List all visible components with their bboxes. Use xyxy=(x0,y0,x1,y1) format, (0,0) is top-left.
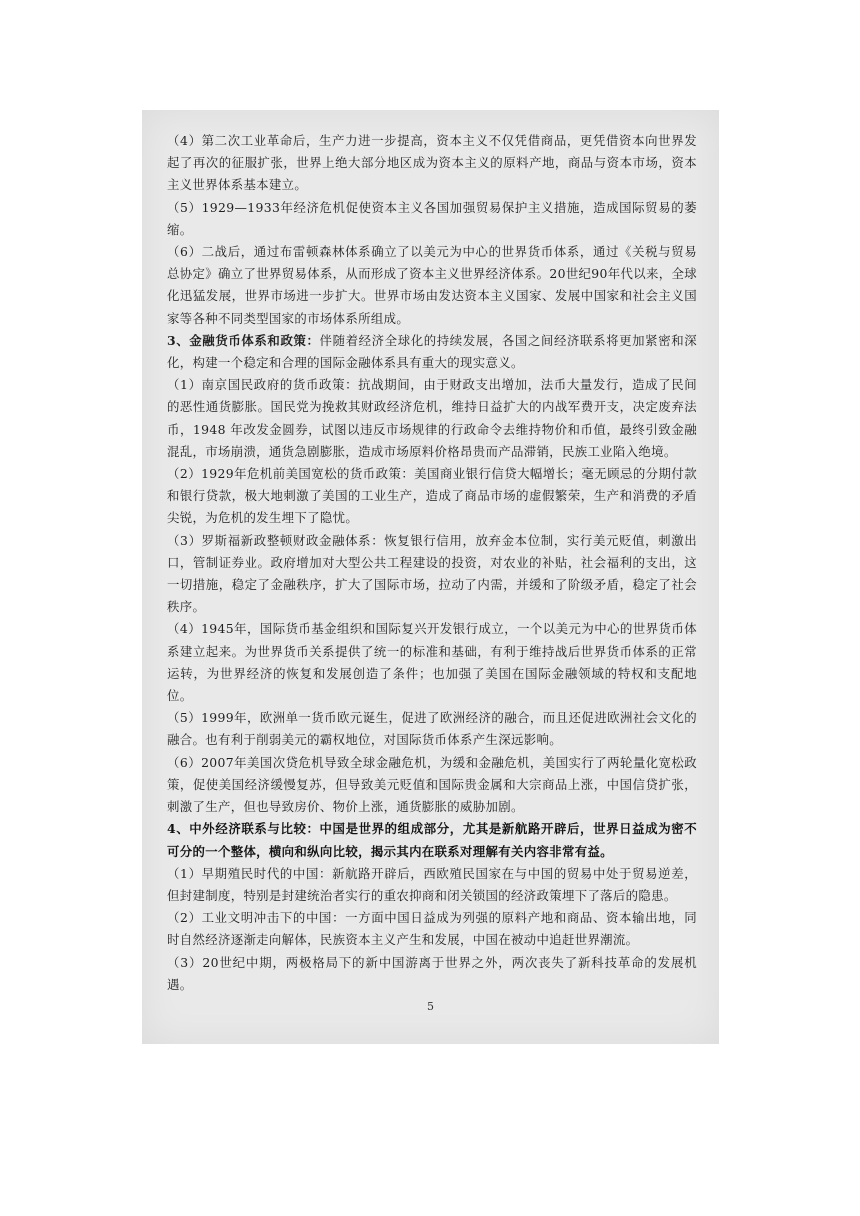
paragraph: （3）20世纪中期，两极格局下的新中国游离于世界之外，两次丧失了新科技革命的发展机遇。 xyxy=(167,954,697,992)
paragraph: （6）2007年美国次贷危机导致全球金融危机，为缓和金融危机，美国实行了两轮量化宽松政策，促使美国经济缓慢复苏，但导致美元贬值和国际贵金属和大宗商品上涨，中国信贷扩张，刺激了生产，但也导致房价、物价上涨，通货膨胀的威胁加剧。 xyxy=(167,754,697,815)
paragraph: （3）罗斯福新政整顿财政金融体系：恢复银行信用，放弃金本位制，实行美元贬值，刺激出口，管制证券业。政府增加对大型公共工程建设的投资，对农业的补贴，社会福利的支出，这一切措施，稳定了金融秩序，扩大了国际市场，拉动了内需，并缓和了阶级矛盾，稳定了社会秩序。 xyxy=(167,532,697,615)
paragraph: （2）工业文明冲击下的中国：一方面中国日益成为列强的原料产地和商品、资本输出地，同时自然经济逐渐走向解体，民族资本主义产生和发展，中国在被动中追赶世界潮流。 xyxy=(167,910,697,948)
paragraph: （4）1945年，国际货币基金组织和国际复兴开发银行成立，一个以美元为中心的世界货币体系建立起来。为世界货币关系提供了统一的标准和基础，有利于维持战后世界货币体系的正常运转，为世界经济的恢复和发展创造了条件；也加强了美国在国际金融领域的特权和支配地位。 xyxy=(167,621,697,704)
section-heading-4: 4、中外经济联系与比较：中国是世界的组成部分，尤其是新航路开辟后，世界日益成为密不可分的一个整体，横向和纵向比较，揭示其内在联系对理解有关内容非常有益。 xyxy=(167,821,697,859)
paragraph: （2）1929年危机前美国宽松的货币政策：美国商业银行信贷大幅增长；毫无顾忌的分期付款和银行贷款，极大地刺激了美国的工业生产，造成了商品市场的虚假繁荣，生产和消费的矛盾尖锐，为危机的发生埋下了隐忧。 xyxy=(167,466,697,526)
paragraph: （5）1999年，欧洲单一货币欧元诞生，促进了欧洲经济的融合，而且还促进欧洲社会文化的融合。也有利于削弱美元的霸权地位，对国际货币体系产生深远影响。 xyxy=(167,710,697,748)
page-number: 5 xyxy=(427,1000,434,1013)
section-title: 3、金融货币体系和政策： xyxy=(167,332,320,348)
paragraph: （1）早期殖民时代的中国：新航路开辟后，西欧殖民国家在与中国的贸易中处于贸易逆差，但封建制度，特别是封建统治者实行的重农抑商和闭关锁国的经济政策埋下了落后的隐患。 xyxy=(167,865,697,903)
document-page xyxy=(142,110,719,1044)
section-text: 伴随着经济全球化的持续发展，各国之间经济联系将更加紧密和深化，构建一个稳定和合理的国际金融体系具有重大的现实意义。 xyxy=(167,332,697,371)
paragraph: （1）南京国民政府的货币政策：抗战期间，由于财政支出增加，法币大量发行，造成了民间的恶性通货膨胀。国民党为挽救其财政经济危机，维持日益扩大的内战军费开支，决定废弃法币，1948 年改发金圆券，试图以违反市场规律的行政命令去维持物价和币值，最终引致金融混乱，市场崩溃，通货急剧膨胀，造成市场原料价格昂贵而产品滞销，民族工业陷入绝境。 xyxy=(167,377,697,459)
paragraph: （6）二战后，通过布雷顿森林体系确立了以美元为中心的世界货币体系，通过《关税与贸易总协定》确立了世界贸易体系，从而形成了资本主义世界经济体系。20世纪90年代以来，全球化迅猛发展，世界市场进一步扩大。世界市场由发达资本主义国家、发展中国家和社会主义国家等各种不同类型国家的市场体系所组成。 xyxy=(167,244,697,326)
paragraph: （5）1929—1933年经济危机促使资本主义各国加强贸易保护主义措施，造成国际贸易的萎缩。 xyxy=(167,199,697,237)
paragraph: （4）第二次工业革命后，生产力进一步提高，资本主义不仅凭借商品，更凭借资本向世界发起了再次的征服扩张，世界上绝大部分地区成为资本主义的原料产地，商品与资本市场，资本主义世界体系基本建立。 xyxy=(167,133,697,193)
section-heading-3 xyxy=(167,330,697,374)
